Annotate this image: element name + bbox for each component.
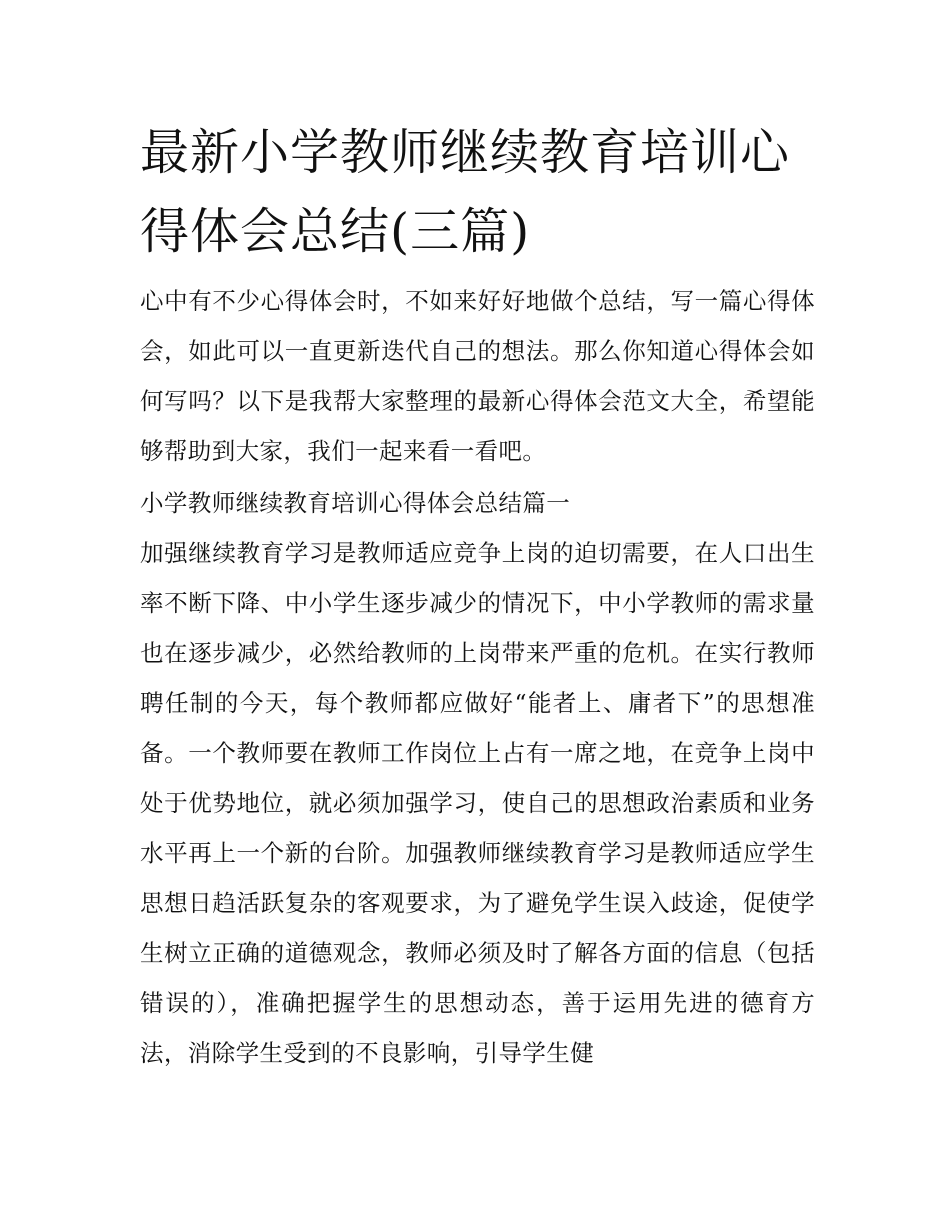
document-title: 最新小学教师继续教育培训心得体会总结(三篇) [140,124,791,260]
section-heading: 小学教师继续教育培训心得体会总结篇一 [140,489,571,517]
intro-paragraph: 心中有不少心得体会时，不如来好好地做个总结，写一篇心得体会，如此可以一直更新迭代自己的想法。那么你知道心得体会如何写吗？以下是我帮大家整理的最新心得体会范文大全，希望能够帮助到大家，我们一起来看一看吧。 [140,287,815,465]
body-paragraph: 加强继续教育学习是教师适应竞争上岗的迫切需要，在人口出生率不断下降、中小学生逐步减少的情况下，中小学教师的需求量也在逐步减少，必然给教师的上岗带来严重的危机。在实行教师聘任制的今天，每个教师都应做好“能者上、庸者下”的思想准备。一个教师要在教师工作岗位上占有一席之地，在竞争上岗中处于优势地位，就必须加强学习，使自己的思想政治素质和业务水平再上一个新的台阶。加强教师继续教育学习是教师适应学生思想日趋活跃复杂的客观要求，为了避免学生误入歧途，促使学生树立正确的道德观念，教师必须及时了解各方面的信息（包括错误的），准确把握学生的思想动态，善于运用先进的德育方法，消除学生受到的不良影响，引导学生健 [140,539,815,1067]
